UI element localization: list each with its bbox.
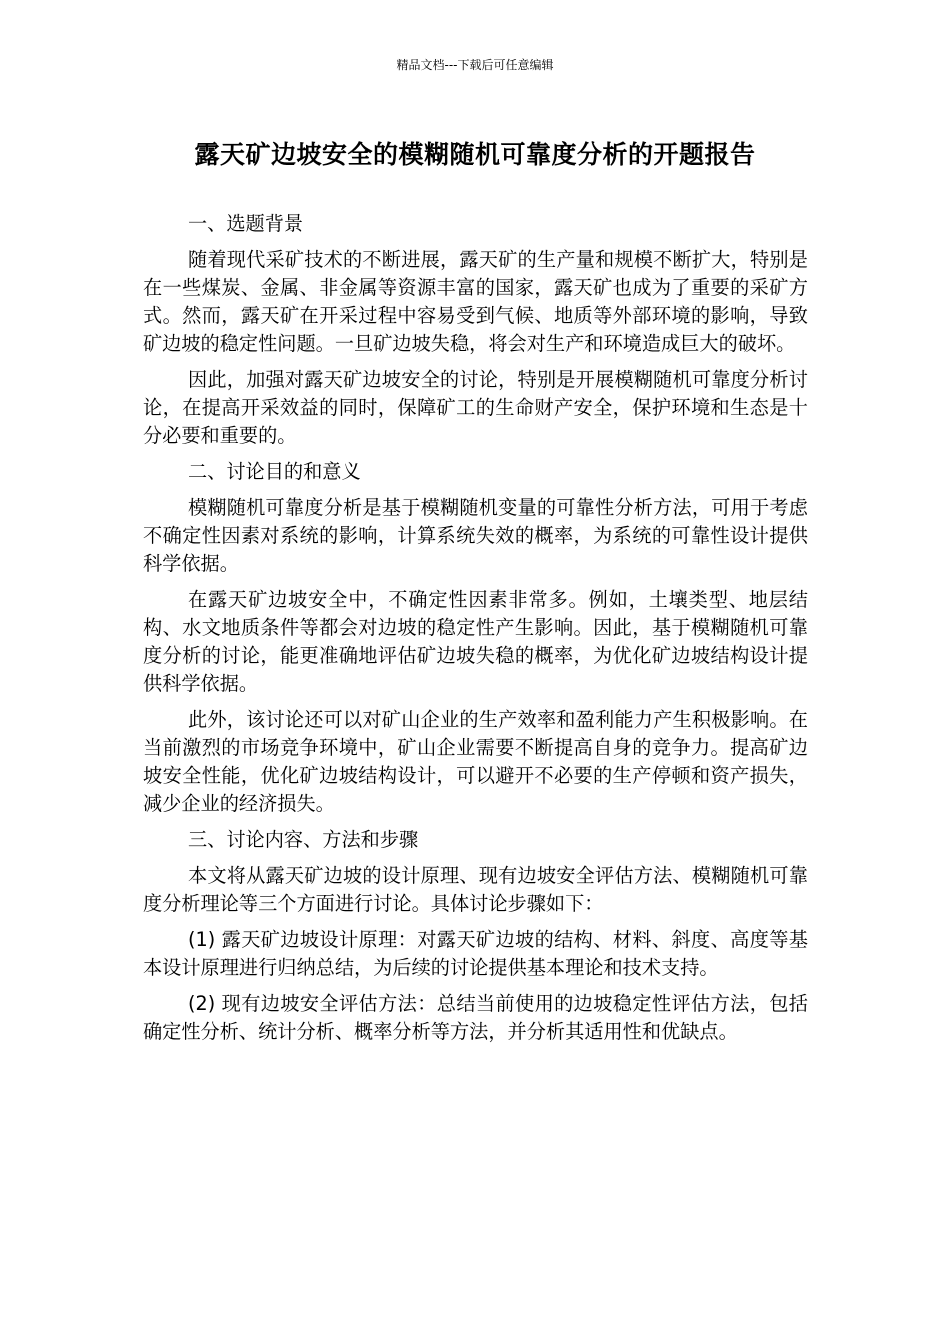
section-heading: 三、讨论内容、方法和步骤	[188, 828, 419, 851]
section-background	[143, 210, 808, 450]
page-header: 精品文档---下载后可任意编辑	[396, 58, 554, 72]
paragraph: (2) 现有边坡安全评估方法：总结当前使用的边坡稳定性评估方法，包括确定性分析、统计分析、概率分析等方法，并分析其适用性和优缺点。	[143, 992, 808, 1043]
paragraph: 因此，加强对露天矿边坡安全的讨论，特别是开展模糊随机可靠度分析讨论，在提高开采效益的同时，保障矿工的生命财产安全，保护环境和生态是十分必要和重要的。	[143, 368, 808, 447]
paragraph: 此外，该讨论还可以对矿山企业的生产效率和盈利能力产生积极影响。在当前激烈的市场竞争环境中，矿山企业需要不断提高自身的竞争力。提高矿边坡安全性能，优化矿边坡结构设计，可以避开不必要的生产停顿和资产损失，减少企业的经济损失。	[143, 708, 808, 815]
section-methods	[143, 826, 808, 1046]
paragraph: 本文将从露天矿边坡的设计原理、现有边坡安全评估方法、模糊随机可靠度分析理论等三个方面进行讨论。具体讨论步骤如下：	[143, 864, 808, 915]
document-body	[143, 210, 808, 1054]
section-heading: 二、讨论目的和意义	[188, 460, 361, 483]
document-title: 露天矿边坡安全的模糊随机可靠度分析的开题报告	[194, 140, 756, 169]
paragraph: 模糊随机可靠度分析是基于模糊随机变量的可靠性分析方法，可用于考虑不确定性因素对系统的影响，计算系统失效的概率，为系统的可靠性设计提供科学依据。	[143, 496, 808, 575]
paragraph: 在露天矿边坡安全中，不确定性因素非常多。例如，土壤类型、地层结构、水文地质条件等都会对边坡的稳定性产生影响。因此，基于模糊随机可靠度分析的讨论，能更准确地评估矿边坡失稳的概率，为优化矿边坡结构设计提供科学依据。	[143, 588, 808, 695]
section-heading: 一、选题背景	[188, 212, 304, 235]
paragraph: 随着现代采矿技术的不断进展，露天矿的生产量和规模不断扩大，特别是在一些煤炭、金属、非金属等资源丰富的国家，露天矿也成为了重要的采矿方式。然而，露天矿在开采过程中容易受到气候、地质等外部环境的影响，导致矿边坡的稳定性问题。一旦矿边坡失稳，将会对生产和环境造成巨大的破坏。	[143, 248, 808, 355]
paragraph: (1) 露天矿边坡设计原理：对露天矿边坡的结构、材料、斜度、高度等基本设计原理进行归纳总结，为后续的讨论提供基本理论和技术支持。	[143, 928, 808, 979]
section-purpose	[143, 458, 808, 818]
